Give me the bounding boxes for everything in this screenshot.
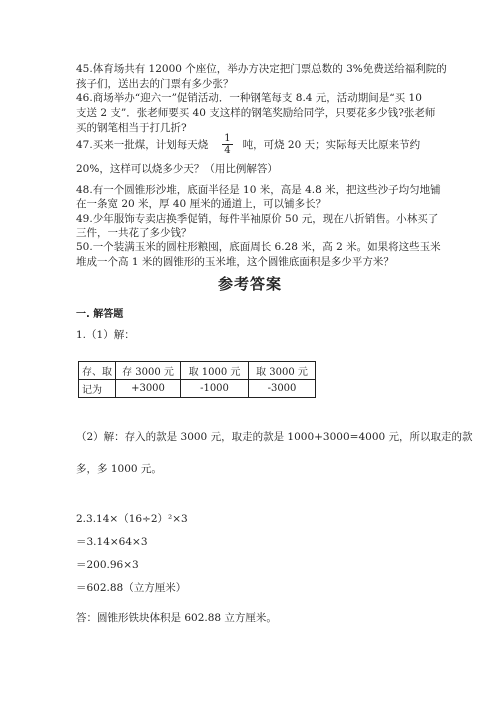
question-45-line-2: 孩子们，送出去的门票有多少张？ [76,78,234,90]
table-cell: -3000 [249,380,316,398]
table-cell: 记为 [79,380,116,398]
deposit-withdraw-table [78,361,316,398]
table-cell: 存 3000 元 [116,362,181,380]
answer-2-conclusion: 答：圆锥形铁块体积是 602.88 立方厘米。 [76,612,277,624]
question-45-line-1: 45.体育场共有 12000 个座位，举办方决定把门票总数的 3%免费送给福利院的 [76,63,447,75]
answers-title: 参考答案 [217,275,282,293]
question-47-suffix: 吨，可烧 20 天；实际每天比原来节约 [242,138,421,151]
answer-2-line-1: 2.3.14×（16÷2）²×3 [76,513,188,525]
question-47-line-2: 20%，这样可以烧多少天？（用比例解答） [76,163,278,175]
fraction-numerator: 1 [224,133,231,144]
answer-1-part-2-line-1: （2）解：存入的款是 3000 元，取走的款是 1000+3000=4000 元，所以取走的款 [76,431,473,443]
question-47-line-1 [76,133,420,156]
answer-2-line-3: ＝200.96×3 [76,559,139,571]
table-row [79,380,316,398]
question-47-prefix: 47.买来一批煤，计划每天烧 [76,138,209,151]
question-46-line-1: 46.商场举办“迎六一”促销活动．一种钢笔每支 8.4 元，活动期间是“买 10 [76,92,422,104]
fraction [222,133,232,156]
question-49-line-1: 49.少年服饰专卖店换季促销，每件半袖原价 50 元，现在八折销售。小林买了 [76,213,439,225]
question-46-line-2: 支送 2 支”．张老师要买 40 支这样的钢笔奖励给同学，只要花多少钱?张老师 [76,107,436,119]
table-cell: 取 3000 元 [249,362,316,380]
table-cell: 取 1000 元 [181,362,249,380]
fraction-denominator: 4 [224,145,231,156]
question-50-line-2: 堆成一个高 1 米的圆锥形的玉米堆，这个圆锥底面积是多少平方米？ [76,256,394,268]
question-48-line-2: 在一条宽 20 米，厚 40 厘米的通道上，可以铺多长？ [76,198,327,210]
answer-2-line-4: ＝602.88（立方厘米） [76,582,187,594]
answer-1-part-2-line-2: 多，多 1000 元。 [76,463,162,475]
table-cell: +3000 [116,380,181,398]
question-49-line-2: 三件，一共花了多少钱？ [76,227,192,239]
question-50-line-1: 50.一个装满玉米的圆柱形粮囤，底面周长 6.28 米，高 2 米。如果将这些玉米 [76,241,441,253]
table-cell: -1000 [181,380,249,398]
table-cell: 存、取 [79,362,116,380]
table-row [79,362,316,380]
answer-1-label: 1.（1）解： [76,329,135,341]
section-heading: 一. 解答题 [76,309,124,320]
answer-2-line-2: ＝3.14×64×3 [76,536,148,548]
question-48-line-1: 48.有一个圆锥形沙堆，底面半径是 10 米，高是 4.8 米，把这些沙子均匀地铺 [76,184,441,196]
question-46-line-3: 买的钢笔相当于打几折? [76,122,187,134]
